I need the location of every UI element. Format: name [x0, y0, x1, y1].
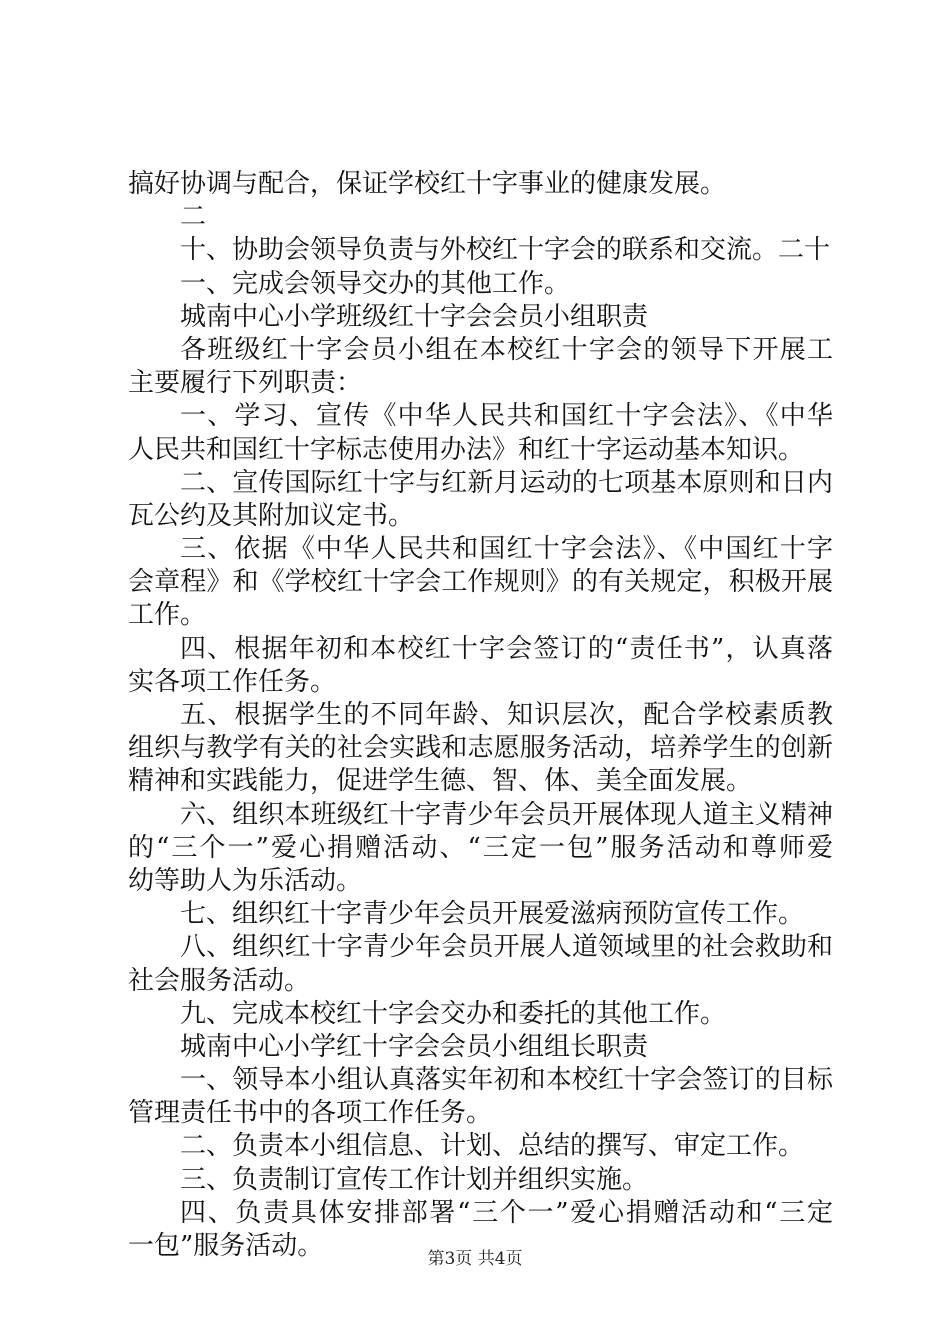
text-line: 管理责任书中的各项工作任务。	[128, 1098, 493, 1129]
text-line: 九、完成本校红十字会交办和委托的其他工作。	[180, 998, 727, 1029]
text-line: 工作。	[128, 600, 207, 631]
text-line: 主要履行下列职责：	[128, 368, 363, 399]
text-line: 二、负责本小组信息、计划、总结的撰写、审定工作。	[180, 1131, 805, 1162]
text-line: 六、组织本班级红十字青少年会员开展体现人道主义精神	[180, 799, 833, 830]
text-line: 各班级红十字会员小组在本校红十字会的领导下开展工	[180, 334, 833, 365]
document-body	[128, 168, 833, 1263]
text-line: 人民共和国红十字标志使用办法》和红十字运动基本知识。	[128, 434, 805, 465]
text-line: 实各项工作任务。	[128, 666, 337, 697]
text-line: 组织与教学有关的社会实践和志愿服务活动，培养学生的创新	[128, 733, 833, 764]
text-line: 搞好协调与配合，保证学校红十字事业的健康发展。	[128, 169, 727, 199]
text-line: 一、完成会领导交办的其他工作。	[180, 268, 571, 299]
text-line: 瓦公约及其附加议定书。	[128, 500, 415, 531]
page-footer: 第3页 共4页	[427, 1249, 523, 1269]
text-line: 一、学习、宣传《中华人民共和国红十字会法》、《中华	[180, 401, 833, 432]
text-line: 五、根据学生的不同年龄、知识层次，配合学校素质教	[180, 700, 833, 730]
text-line: 二、宣传国际红十字与红新月运动的七项基本原则和日内	[180, 467, 833, 498]
text-line: 社会服务活动。	[128, 965, 311, 996]
text-line: 七、组织红十字青少年会员开展爱滋病预防宣传工作。	[180, 899, 805, 930]
text-line: 一、领导本小组认真落实年初和本校红十字会签订的目标	[180, 1065, 833, 1096]
text-line: 三、负责制订宣传工作计划并组织实施。	[180, 1164, 649, 1195]
text-line: 八、组织红十字青少年会员开展人道领域里的社会救助和	[180, 932, 833, 963]
text-line: 幼等助人为乐活动。	[128, 865, 363, 896]
text-line: 二	[180, 202, 207, 233]
text-line: 三、依据《中华人民共和国红十字会法》、《中国红十字	[180, 534, 833, 565]
text-line: 四、根据年初和本校红十字会签订的“责任书”，认真落	[180, 633, 833, 664]
text-line: 十、协助会领导负责与外校红十字会的联系和交流。二十	[180, 235, 831, 266]
text-line: 会章程》和《学校红十字会工作规则》的有关规定，积极开展	[128, 567, 833, 598]
text-line: 城南中心小学红十字会会员小组组长职责	[180, 1031, 649, 1062]
text-line: 城南中心小学班级红十字会会员小组职责	[180, 301, 649, 332]
text-line: 的“三个一”爱心捐赠活动、“三定一包”服务活动和尊师爱	[128, 832, 833, 863]
text-line: 四、负责具体安排部署“三个一”爱心捐赠活动和“三定	[180, 1197, 833, 1228]
text-line: 精神和实践能力，促进学生德、智、体、美全面发展。	[128, 766, 753, 797]
text-line: 一包”服务活动。	[128, 1231, 324, 1261]
